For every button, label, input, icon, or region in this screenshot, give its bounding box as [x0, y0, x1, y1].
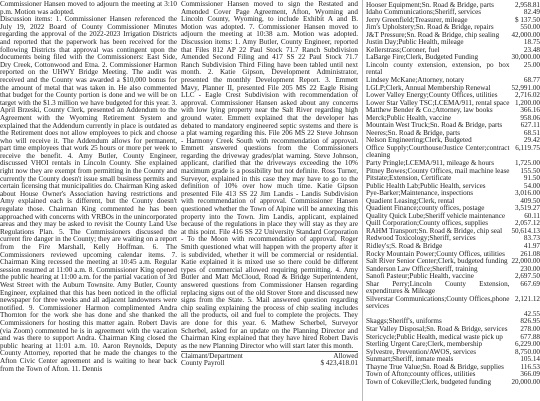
claims-table: [181, 353, 358, 368]
table-row: [366, 145, 540, 160]
claim-amount: 22,000.00: [511, 257, 540, 266]
claimant-name: Kellerstrass;Coroner, fuel: [366, 45, 440, 54]
claim-amount: 30,000.00: [511, 53, 540, 62]
claimant-name: Office Supply;Courthouse/Justice Center;contract cleaning: [366, 143, 510, 160]
claimant-name: Jim's Upholstery;Sn. Road & Bridge, repairs: [366, 23, 494, 32]
claimant-name: Public Health Lab;Public Health, services: [366, 181, 486, 190]
claim-amount: 261.08: [520, 249, 540, 258]
table-row: [366, 281, 540, 296]
claim-amount: 83.73: [523, 234, 540, 243]
claimant-name: Quadient Finance;county offices, postage: [366, 204, 485, 213]
claimant-name: Idaho Communications;Sheriff, services: [366, 8, 482, 17]
claim-amount: 366.09: [520, 370, 540, 379]
claim-amount: 409.50: [520, 196, 540, 205]
claim-amount: 8,750.00: [515, 347, 540, 356]
claim-amount: 2,697.50: [515, 272, 540, 281]
claimant-name: Pitney Bowes;County Offices, mail machine lease: [366, 166, 510, 175]
claimant-name: LaBarge Fire;Clerk, Budgeted Funding: [366, 53, 479, 62]
claimant-name: Sterling Urgent Care;Clerk, membership: [366, 340, 483, 349]
claim-amount: 278.00: [520, 325, 540, 334]
claimant-name: Shar Perry;Lincoln County Extension, expenditures & Mileage: [366, 279, 510, 296]
claim-amount: 6,119.75: [515, 143, 540, 152]
claimant-name: Town of Afton;county offices, utilities: [366, 370, 476, 379]
claim-amount: $ 423,418.01: [320, 359, 358, 368]
claim-amount: 60.11: [524, 211, 540, 220]
claim-amount: 230.00: [520, 264, 540, 273]
claimant-name: Town of Cokeville;Clerk, budgeted funding: [366, 377, 492, 386]
claim-amount: 54.00: [523, 181, 540, 190]
column-left: [0, 0, 177, 401]
claimant-name: Neeres;Sn. Road & Bridge, parts: [366, 128, 460, 137]
claim-amount: 25.00: [523, 60, 540, 69]
table-row: [366, 62, 540, 77]
claim-amount: 1,725.00: [515, 158, 540, 167]
claimant-name: J&T Pressure;Sn. Road & Bridge, chip sealing: [366, 30, 500, 39]
claimant-name: Quadient Leasing;Clerk, rental: [366, 196, 455, 205]
claimant-name: Skaggs;Sheriff's, uniforms: [366, 317, 442, 326]
table-row: [366, 379, 540, 387]
claim-amount: 3,016.00: [515, 189, 540, 198]
claimant-name: Lindsey McKane;Attorney, notary: [366, 75, 465, 84]
claimant-name: Pitstate;Extension, Certificate: [366, 174, 452, 183]
claim-amount: 667.69: [520, 279, 540, 288]
minutes-paragraph: Commissioner Hansen moved to adjourn the meeting at 3:10 p.m. Motion was adopted.: [0, 0, 177, 16]
table-row: [366, 296, 540, 311]
claim-amount: 91.50: [523, 174, 540, 183]
claim-amount: 826.95: [520, 317, 540, 326]
claimant-name: Jerry Greenfield;Treasurer, mileage: [366, 15, 468, 24]
claim-amount: 2,958.81: [515, 0, 540, 9]
claim-amount: 29.42: [523, 136, 540, 145]
claimant-name: Silverstar Communications;County Offices,phone services: [366, 294, 510, 311]
claim-amount: 18.75: [523, 38, 540, 47]
claim-amount: 550.00: [520, 23, 540, 32]
claim-amount: 42.55: [523, 309, 540, 318]
claim-amount: 627.11: [520, 121, 540, 130]
claim-amount: 3,519.27: [515, 204, 540, 213]
column-header-claimant: Claimant/Department: [181, 351, 243, 360]
claimant-name: Lower Valley Energy;County Offices, utilities: [366, 91, 498, 100]
column-right: [362, 0, 540, 401]
minutes-paragraph: Discussion items: 1. Commissioner Hansen referenced the July 19, 2022 Board of County Commissioner Minutes regarding the approval of the 2022-2023 Irrigation Districts and reported that the paperwork has been received for the following Districts that approval was contingent upon the documents being filed with the Commissioners: East Side, Dry Creek, Cottonwood and Etna. 2. Commissioner Harmon reported on the UHWY Bridge Meeting. The audit was received and the County was awarded a $10,000 bonus for the amount of metal that was taken in. He also commented that budget for the County portion is done and we will be on target with the $1.3 million we have budgeted for this year. 3. April Brzeski, County Clerk, presented an Addendum to the Agreement with the Wyoming Retirement System and explained that the Addendum currently in place is outdated as the Retirement does not allow employees to pick and choose who will receive it. The Addendum allows for permanent, part time employees that work 25 hours or more per week to receive the benefit. 4. Amy Butler, County Engineer, discussed VHOI rentals in Lincoln County. She explained right now they are exempt from permitting in the County and currently the County doesn't issue small business permits and certain licensing that municipalities do. Chairman King asked about House Owner's Association having restrictions and Amy explained each is different, but the County doesn't regulate those. Chairman King commented he has been approached with concerns with VRBOs in the unincorporated areas and they may be asked to revisit the County Land Use Regulations Plan. 5. The Commissioners discussed the current fire danger in the County; they are waiting on a report from the Fire Marshall, Kelly Hoffman. 6. The Commissioners reviewed upcoming calendar items. 7. Chairman King recessed the meeting at 10:45 a.m. Regular session resumed at 11:00 a.m. 8. Commissioner King opened the public hearing at 11:00 a.m. for the partial vacation of 3rd West Street with the Auburn Townsite. Amy Butler, County Engineer, explained that this has been noticed in the official newspaper for three weeks and all adjacent landowners were notified. 9. Commissioner Harmon complimented Andra Thornton for the work she has done and she thanked the Commissioners for hosting this matter again. Robert Davis (via Zoom) commented he is in agreement with the vacation and was there to support Andra. Chairman King closed the public hearing at 11:01 a.m. 10. Aaron Reynolds, Deputy County Attorney, reported that he made the changes to the Afton Civic Center agreement and is waiting to hear back from the Town of Afton. 11. Dennis: [0, 15, 177, 373]
claimant-name: Redwood Toxicology;Sheriff, services: [366, 234, 476, 243]
claimant-name: Party Pringle;LCEMA/911, mileage & hours: [366, 158, 495, 167]
claims-table: [366, 2, 540, 387]
claim-amount: 2,716.02: [515, 91, 540, 100]
claimant-name: Star Valley Disposal;Sn. Road & Bridge, services: [366, 325, 508, 334]
claimant-name: Quill Corporation;County offices, supplies: [366, 219, 489, 228]
claim-amount: 677.88: [520, 332, 540, 341]
claimant-name: Matthew Bender & Co.;Attorney, law books: [366, 106, 493, 115]
minutes-paragraph: Commissioner Hansen moved to sign the Restated and Amended Cover Page Agreement, Afton, Wyoming and Lincoln County, Wyoming, to include Exhibit A and B. Motion was adopted. 7. Commissioner Hansen moved to adjourn the meeting at 10:38 a.m. Motion was adopted. Discussion items: 1. Amy Butler, County Engineer, reported that Files 812 AP 22 Paul Stock 71.7 Ranch Subdivision Amended Second Filing and 417 SS 22 Paul Stock 71.7 Ranch Subdivision Third Filing have been tabled until next month. 2. Katie Gipson, Development Administrator, presented the monthly Development Report. 3. Emmett Mavy, Planner II, presented File 205 MS 22 Eagle Rising LLC - Eagle Crest Subdivision with recommendation of approval. Commissioner Hansen asked about any concerns with low lying property near the Salt River regarding high ground water. Emmett explained that the developer has debated to mandatory engineered septic systems and there is a plat warning regarding this. File 206 MS 22 Steve Johnson - Harmony Creek South with recommendation of approval. Emmett answered questions from the Commissioners regarding the driveway grades/plat warning. Steve Johnson, applicant, clarified that the driveways exceeding the 10% maximum grade is a possibility but not definite. Ross Turner, Surveyor, explained in this case they may have to go to the definition of 10% over how much time. Katie Gipson presented File 413 SS 22 Jim Landis - Landis Subdivision with recommendation of approval. Commissioner Hansen questioned whether the Town of Alpine will be annexing this property into the Town. Jim Landis, applicant, explained because of the regulations in place they will stay as they are at this point. File 416 SS 22 University Standard Corporation - To the Moon with recommendation of approval. Roger Smith questioned what will happen with the property after it is subdivided, whether it will be commercial or residential. Katie explained it is mixed use so there could be different types of commercial allowed requiring permitting. 4. Amy Butler and Matt McCloud, Road & Bridge Superintendent, answered questions from Commissioner Hansen regarding replacing signs out of the old Stover Store and discussed new signs from the State. 5. Mail answered question regarding chip sealing explaining the process of chip sealing includes all the products, oil and fuel to complete the projects. They are done for this year. 6. Mathew Scherbel, Surveyor Scherbel, asked for an update on the Planning Director and Chairman King explained that they have hired Robert Davis as the new Planning Director who will start later this month.: [181, 0, 358, 350]
claimant-name: Lower Star Valley TSC;LCEMA/911, rental space: [366, 98, 510, 107]
claimant-name: Ridley's;S. Road & Bridge: [366, 242, 443, 250]
claim-amount: 958.06: [520, 113, 540, 122]
claimant-name: Salt River Senior Center;Clerk, budgeted funding: [366, 257, 508, 266]
claim-amount: 116.53: [520, 362, 540, 371]
claimant-name: Hooser Equipment;Sn. Road & Bridge, parts: [366, 0, 494, 9]
claimant-name: County Payroll: [181, 359, 225, 368]
claimant-name: Sunmart;Sheriff, inmate meals: [366, 355, 454, 364]
claim-amount: 41.97: [523, 242, 540, 250]
claim-amount: 50,614.13: [511, 226, 540, 235]
claimant-name: Sanofi Pasteur;Public Health, vaccine: [366, 272, 474, 281]
claim-amount: 6,229.00: [515, 340, 540, 349]
claimant-name: Stericycle;Public Health, medical waste pick up: [366, 332, 503, 341]
claim-amount: 105.14: [520, 355, 540, 364]
claim-amount: 2,121.12: [515, 294, 540, 303]
column-middle: [181, 0, 358, 401]
claimant-name: Sanderson Law Office;Sheriff, training: [366, 264, 478, 273]
claimant-name: Thayne True Value;Sn. Road & Bridge, supplies: [366, 362, 504, 371]
claimant-name: LGLP;Clerk, Annual Membership Renewal: [366, 83, 491, 92]
table-row: [181, 360, 358, 368]
claim-amount: 42,000.00: [511, 30, 540, 39]
column-header-allowed: Allowed: [333, 351, 358, 360]
claimant-name: Rocky Mountain Power;County Offices, utilities: [366, 249, 505, 258]
claim-amount: 155.50: [520, 166, 540, 175]
claimant-name: RAHM Transport;Sn. Road & Bridge, chip seal: [366, 226, 503, 235]
claim-amount: 366.16: [520, 106, 540, 115]
claimant-name: Sylvestre, Prevention/AWOS, services: [366, 347, 477, 356]
claim-amount: 52,991.00: [511, 83, 540, 92]
claimant-name: Lincoln county extension, extension, po box rental: [366, 60, 510, 77]
claim-amount: 82.49: [523, 8, 540, 17]
claim-amount: 68.51: [523, 128, 540, 137]
claimant-name: Nelson Engineering;Clerk, Budgeted: [366, 136, 472, 145]
claimant-name: Merck;Public Health, vaccine: [366, 113, 452, 122]
claim-amount: 1,200.00: [515, 98, 540, 107]
claim-amount: 20,000.00: [511, 377, 540, 386]
claimant-name: Quality Quick Lube;Sheriff vehicle maintenance: [366, 211, 506, 220]
claim-amount: 68.77: [523, 75, 540, 84]
claim-amount: 2,057.12: [515, 219, 540, 228]
claimant-name: Mountain West Truck;Sn. Road & Bridge, parts: [366, 121, 503, 130]
claim-amount: 23.48: [523, 45, 540, 54]
claimant-name: Pye-Barker;Maintenance, inspections: [366, 189, 474, 198]
claimant-name: Justin Day;Public Health, mileage: [366, 38, 464, 47]
claim-amount: $ 137.50: [515, 15, 540, 24]
